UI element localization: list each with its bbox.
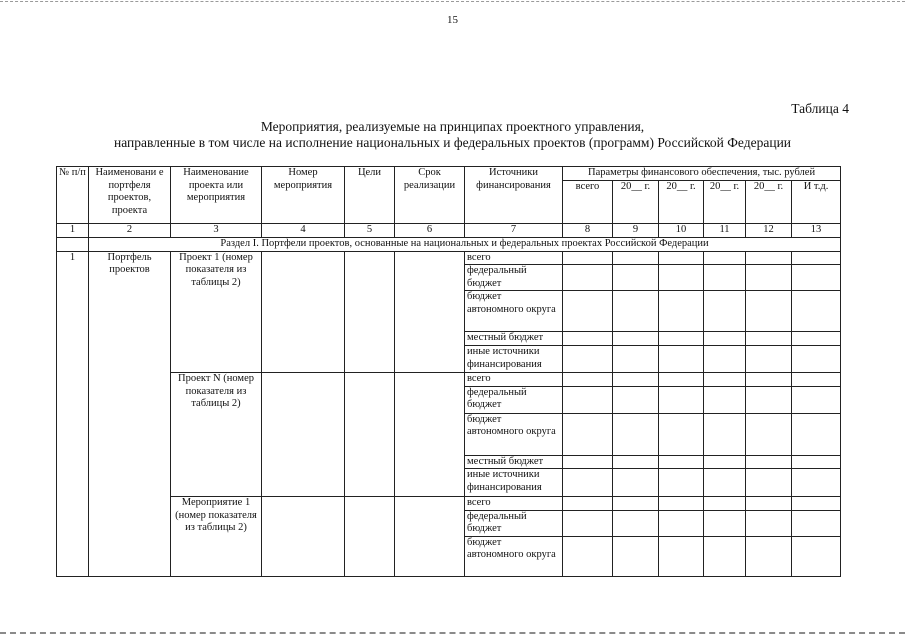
header-finance-params: Параметры финансового обеспечения, тыс. рублей bbox=[563, 167, 841, 181]
value-cell bbox=[563, 455, 613, 469]
term-cell bbox=[395, 497, 465, 577]
column-number: 2 bbox=[89, 223, 171, 237]
value-cell bbox=[563, 510, 613, 536]
value-cell bbox=[792, 373, 841, 387]
value-cell bbox=[563, 386, 613, 413]
column-number: 8 bbox=[563, 223, 613, 237]
value-cell bbox=[704, 413, 746, 455]
term-cell bbox=[395, 373, 465, 497]
value-cell bbox=[659, 536, 704, 576]
value-cell bbox=[659, 346, 704, 373]
event-number-cell bbox=[262, 373, 345, 497]
value-cell bbox=[659, 386, 704, 413]
column-number: 5 bbox=[345, 223, 395, 237]
value-cell bbox=[746, 291, 792, 332]
title-line-1: Мероприятия, реализуемые на принципах проектного управления, bbox=[260, 119, 645, 134]
source-item: федеральный бюджет bbox=[465, 265, 563, 291]
value-cell bbox=[659, 251, 704, 265]
value-cell bbox=[792, 455, 841, 469]
value-cell bbox=[659, 373, 704, 387]
scan-edge-top bbox=[0, 1, 905, 2]
title-line-2: направленные в том числе на исполнение национальных и федеральных проектов (программ) Российской Федерации bbox=[113, 135, 792, 150]
value-cell bbox=[792, 291, 841, 332]
header-num: № п/п bbox=[57, 167, 89, 224]
source-item: всего bbox=[465, 251, 563, 265]
source-item: бюджет автономного округа bbox=[465, 291, 563, 332]
source-item: иные источники финансирования bbox=[465, 469, 563, 497]
value-cell bbox=[563, 291, 613, 332]
value-cell bbox=[746, 373, 792, 387]
value-cell bbox=[563, 413, 613, 455]
table-label: Таблица 4 bbox=[791, 101, 849, 116]
goals-cell bbox=[345, 373, 395, 497]
value-cell bbox=[563, 373, 613, 387]
header-total: всего bbox=[563, 180, 613, 223]
value-cell bbox=[792, 497, 841, 511]
source-item: всего bbox=[465, 497, 563, 511]
header-project: Наименование проекта или мероприятия bbox=[171, 167, 262, 224]
value-cell bbox=[659, 413, 704, 455]
finance-table bbox=[56, 166, 841, 577]
value-cell bbox=[792, 332, 841, 346]
value-cell bbox=[746, 346, 792, 373]
value-cell bbox=[613, 469, 659, 497]
source-item: местный бюджет bbox=[465, 455, 563, 469]
value-cell bbox=[613, 265, 659, 291]
value-cell bbox=[613, 510, 659, 536]
document-title bbox=[0, 119, 905, 151]
value-cell bbox=[792, 469, 841, 497]
header-term: Срок реализации bbox=[395, 167, 465, 224]
value-cell bbox=[746, 413, 792, 455]
value-cell bbox=[659, 265, 704, 291]
value-cell bbox=[563, 536, 613, 576]
column-number: 6 bbox=[395, 223, 465, 237]
event-number-cell bbox=[262, 497, 345, 577]
value-cell bbox=[746, 536, 792, 576]
value-cell bbox=[613, 536, 659, 576]
value-cell bbox=[659, 497, 704, 511]
value-cell bbox=[746, 510, 792, 536]
value-cell bbox=[792, 265, 841, 291]
value-cell bbox=[704, 346, 746, 373]
column-number: 1 bbox=[57, 223, 89, 237]
source-item: бюджет автономного округа bbox=[465, 536, 563, 576]
header-year-4: 20__ г. bbox=[746, 180, 792, 223]
value-cell bbox=[613, 455, 659, 469]
header-year-1: 20__ г. bbox=[613, 180, 659, 223]
source-item: бюджет автономного округа bbox=[465, 413, 563, 455]
section-num-cell bbox=[57, 237, 89, 251]
value-cell bbox=[704, 386, 746, 413]
value-cell bbox=[563, 346, 613, 373]
value-cell bbox=[746, 265, 792, 291]
value-cell bbox=[659, 469, 704, 497]
value-cell bbox=[659, 510, 704, 536]
source-item: иные источники финансирования bbox=[465, 346, 563, 373]
column-number: 13 bbox=[792, 223, 841, 237]
value-cell bbox=[704, 536, 746, 576]
portfolio-name: Портфель проектов bbox=[89, 251, 171, 576]
header-etc: И т.д. bbox=[792, 180, 841, 223]
value-cell bbox=[659, 291, 704, 332]
value-cell bbox=[613, 291, 659, 332]
row-num: 1 bbox=[57, 251, 89, 576]
column-number: 4 bbox=[262, 223, 345, 237]
page-number: 15 bbox=[447, 14, 458, 26]
value-cell bbox=[613, 413, 659, 455]
project-name: Проект N (номер показателя из таблицы 2) bbox=[171, 373, 262, 497]
value-cell bbox=[746, 251, 792, 265]
value-cell bbox=[792, 386, 841, 413]
value-cell bbox=[792, 413, 841, 455]
value-cell bbox=[792, 346, 841, 373]
source-item: всего bbox=[465, 373, 563, 387]
source-item: федеральный бюджет bbox=[465, 510, 563, 536]
value-cell bbox=[613, 373, 659, 387]
goals-cell bbox=[345, 251, 395, 373]
event-name: Мероприятие 1 (номер показателя из таблицы 2) bbox=[171, 497, 262, 577]
value-cell bbox=[792, 536, 841, 576]
column-number: 11 bbox=[704, 223, 746, 237]
value-cell bbox=[704, 497, 746, 511]
value-cell bbox=[704, 251, 746, 265]
value-cell bbox=[563, 265, 613, 291]
project-name: Проект 1 (номер показателя из таблицы 2) bbox=[171, 251, 262, 373]
value-cell bbox=[746, 332, 792, 346]
header-event-number: Номер мероприятия bbox=[262, 167, 345, 224]
value-cell bbox=[704, 332, 746, 346]
section-title: Раздел I. Портфели проектов, основанные на национальных и федеральных проектах Российской Федерации bbox=[89, 237, 841, 251]
header-goals: Цели bbox=[345, 167, 395, 224]
value-cell bbox=[613, 251, 659, 265]
value-cell bbox=[704, 510, 746, 536]
term-cell bbox=[395, 251, 465, 373]
value-cell bbox=[746, 455, 792, 469]
value-cell bbox=[746, 469, 792, 497]
header-portfolio: Наименовани е портфеля проектов, проекта bbox=[89, 167, 171, 224]
value-cell bbox=[704, 455, 746, 469]
value-cell bbox=[659, 332, 704, 346]
column-number: 3 bbox=[171, 223, 262, 237]
value-cell bbox=[792, 510, 841, 536]
value-cell bbox=[704, 265, 746, 291]
source-item: федеральный бюджет bbox=[465, 386, 563, 413]
value-cell bbox=[792, 251, 841, 265]
value-cell bbox=[613, 386, 659, 413]
value-cell bbox=[746, 386, 792, 413]
column-number: 12 bbox=[746, 223, 792, 237]
value-cell bbox=[563, 469, 613, 497]
header-year-2: 20__ г. bbox=[659, 180, 704, 223]
event-number-cell bbox=[262, 251, 345, 373]
value-cell bbox=[704, 469, 746, 497]
column-number: 7 bbox=[465, 223, 563, 237]
goals-cell bbox=[345, 497, 395, 577]
column-number: 10 bbox=[659, 223, 704, 237]
scan-edge-bottom bbox=[0, 632, 905, 634]
source-item: местный бюджет bbox=[465, 332, 563, 346]
header-year-3: 20__ г. bbox=[704, 180, 746, 223]
value-cell bbox=[659, 455, 704, 469]
value-cell bbox=[746, 497, 792, 511]
value-cell bbox=[704, 373, 746, 387]
header-sources: Источники финансирования bbox=[465, 167, 563, 224]
value-cell bbox=[613, 346, 659, 373]
column-number: 9 bbox=[613, 223, 659, 237]
value-cell bbox=[613, 332, 659, 346]
value-cell bbox=[613, 497, 659, 511]
value-cell bbox=[704, 291, 746, 332]
value-cell bbox=[563, 332, 613, 346]
value-cell bbox=[563, 497, 613, 511]
value-cell bbox=[563, 251, 613, 265]
